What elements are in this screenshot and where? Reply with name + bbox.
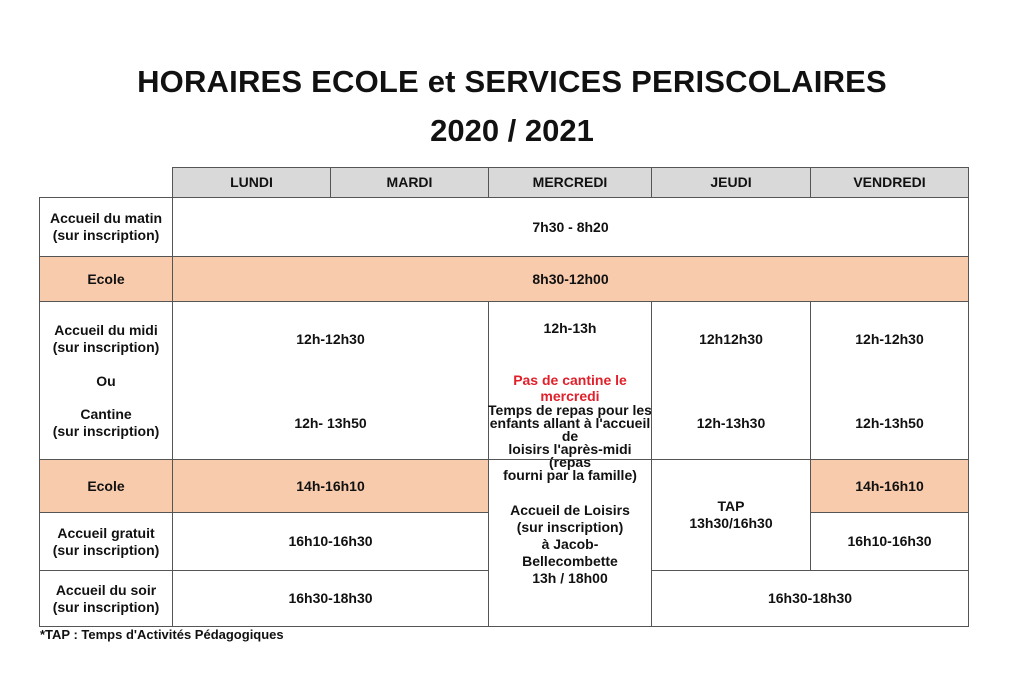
header-mardi: MARDI [330, 167, 489, 198]
row-label-ecole-apres-midi: Ecole [39, 459, 173, 513]
jeudi-tap [651, 459, 811, 571]
tap-text: TAP 13h30/16h30 [689, 498, 773, 531]
cantine-jeudi: 12h-13h30 [696, 415, 766, 431]
header-mercredi: MERCREDI [488, 167, 652, 198]
footnote: *TAP : Temps d'Activités Pédagogiques [40, 627, 284, 642]
row-label-ecole-matin: Ecole [39, 256, 173, 302]
accueil-soir-label: Accueil du soir (sur inscription) [52, 581, 160, 615]
cantine-label: Cantine (sur inscription) [52, 406, 160, 439]
header-jeudi: JEUDI [651, 167, 811, 198]
school-year: 2020 / 2021 [430, 113, 594, 148]
midi-cantine-lundi-mardi [172, 301, 489, 460]
page-title: HORAIRES ECOLE et SERVICES PERISCOLAIRES [137, 64, 887, 99]
midi-lundi-mardi: 12h-12h30 [296, 331, 365, 347]
accueil-matin-label: Accueil du matin (sur inscription) [49, 210, 163, 243]
accueil-midi-label: Accueil du midi (sur inscription) [52, 322, 160, 355]
gratuit-lundi-mardi: 16h10-16h30 [172, 512, 489, 571]
midi-mercredi: 12h-13h [543, 320, 597, 336]
ecole-matin-hours: 8h30-12h00 [172, 256, 969, 302]
ou-label: Ou [96, 373, 116, 389]
midi-cantine-jeudi [651, 301, 811, 460]
accueil-matin-hours: 7h30 - 8h20 [172, 197, 969, 257]
header-lundi: LUNDI [172, 167, 331, 198]
cantine-vendredi: 12h-13h50 [855, 415, 924, 431]
row-label-accueil-matin [39, 197, 173, 257]
cantine-mercredi-warning: Pas de cantine le mercredi [513, 372, 627, 404]
ecole-pm-lundi-mardi: 14h-16h10 [172, 459, 489, 513]
ecole-pm-vendredi: 14h-16h10 [810, 459, 969, 513]
midi-jeudi: 12h12h30 [699, 331, 763, 347]
header-vendredi: VENDREDI [810, 167, 969, 198]
accueil-loisirs-text: Accueil de Loisirs (sur inscription) à Jacob- Bellecombette 13h / 18h00 [510, 502, 630, 586]
midi-vendredi: 12h-12h30 [855, 331, 924, 347]
accueil-gratuit-label: Accueil gratuit (sur inscription) [52, 524, 160, 558]
row-label-accueil-gratuit [39, 512, 173, 571]
midi-cantine-vendredi [810, 301, 969, 460]
row-label-accueil-soir [39, 570, 173, 627]
gratuit-vendredi: 16h10-16h30 [810, 512, 969, 571]
soir-lundi-mardi: 16h30-18h30 [172, 570, 489, 627]
mercredi-accueil-loisirs [488, 459, 652, 627]
cantine-mercredi-note: Temps de repas pour les enfants allant à l'accueil de loisirs l'après-midi (repas fourni par la famille) [488, 402, 652, 483]
cantine-lundi-mardi: 12h- 13h50 [294, 415, 367, 431]
soir-jeudi-vendredi: 16h30-18h30 [651, 570, 969, 627]
